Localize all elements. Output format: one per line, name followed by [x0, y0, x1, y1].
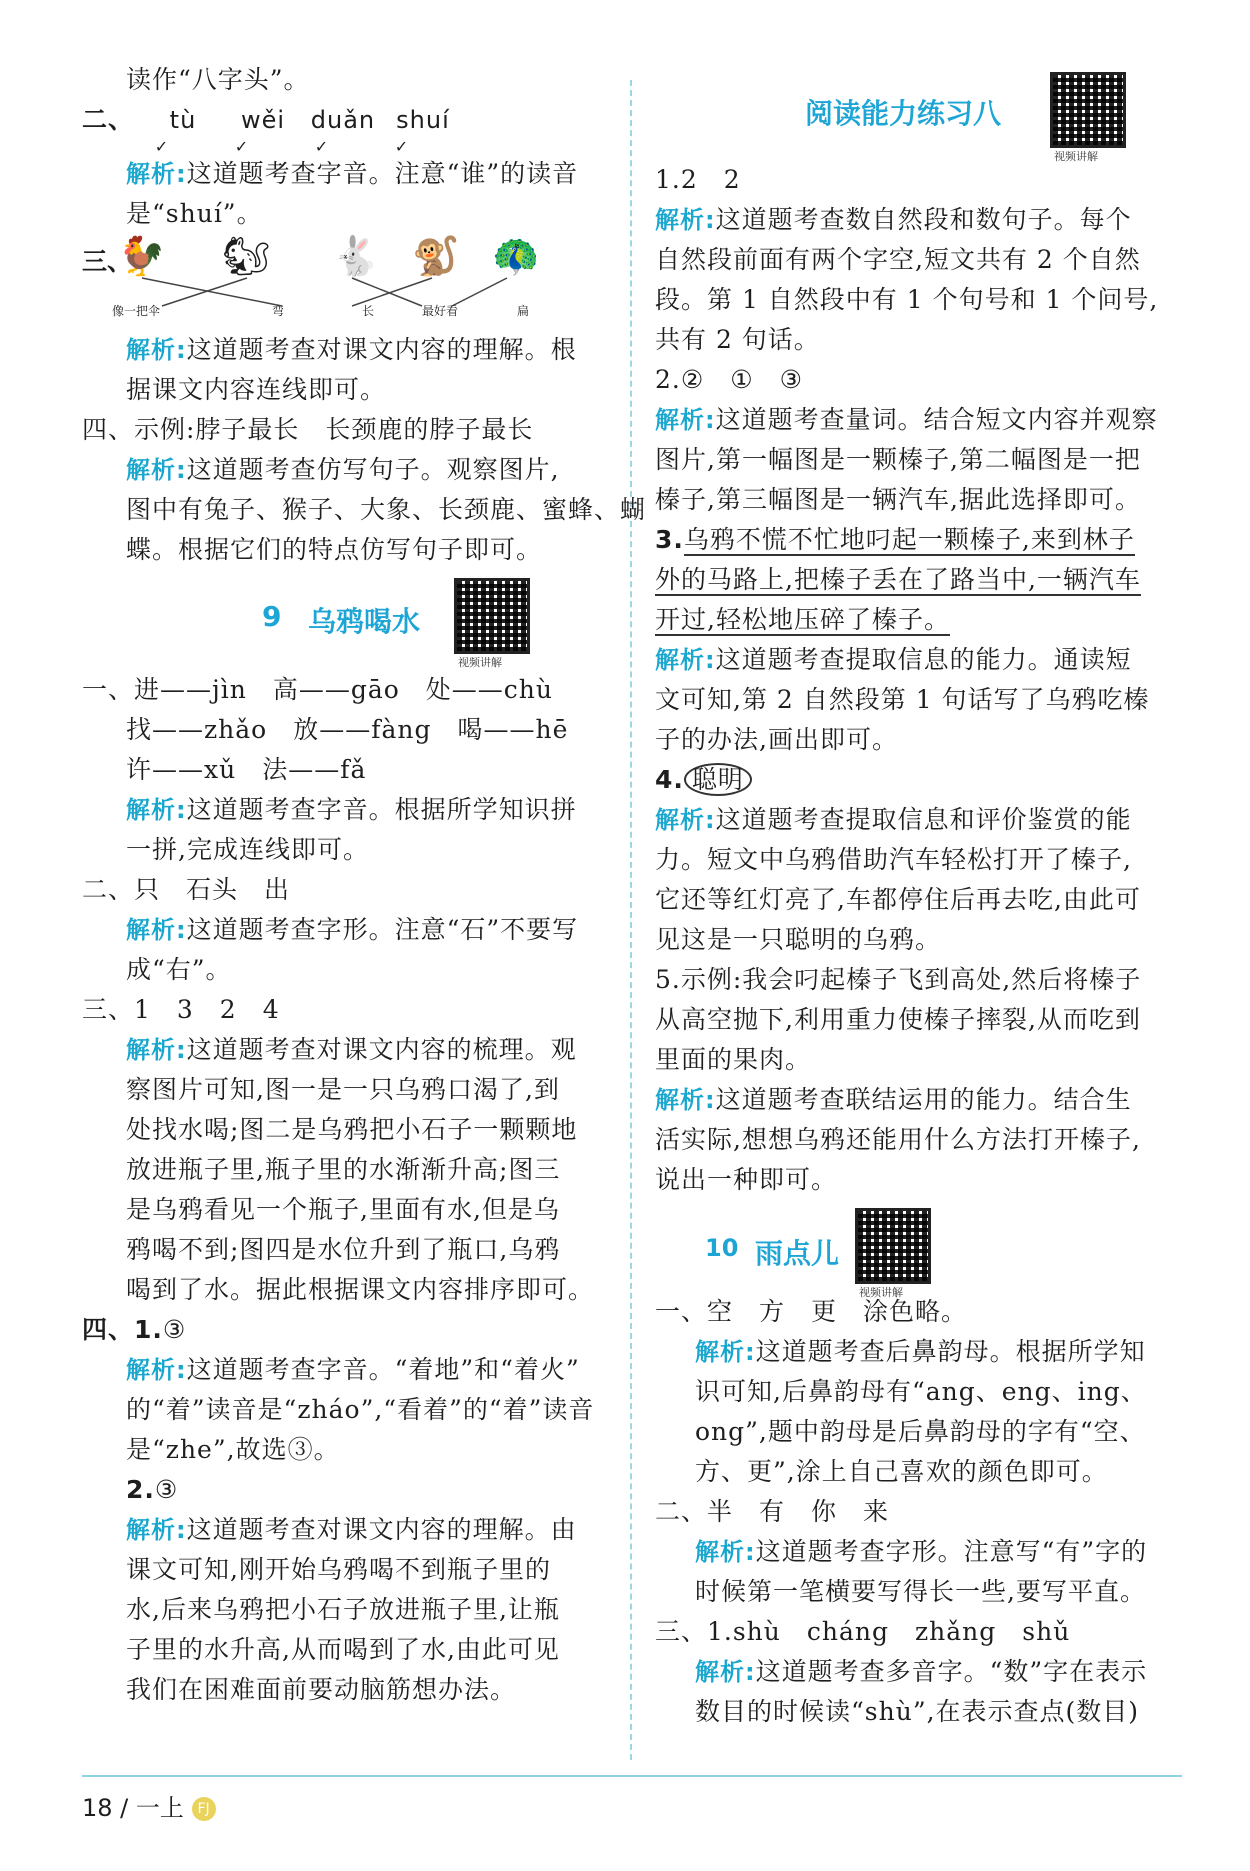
question	[655, 520, 1175, 560]
text-line: 我们在困难面前要动脑筋想办法。	[126, 1675, 517, 1704]
section-label: 三、	[82, 247, 133, 276]
section-4: 四、示例:脖子最长 长颈鹿的脖子最长	[82, 415, 534, 444]
footer-rule	[82, 1775, 1182, 1777]
question-number: 4.	[655, 765, 684, 794]
text-line: 是乌鸦看见一个瓶子,里面有水,但是乌	[126, 1195, 560, 1224]
pinyin-answer: shuí	[396, 106, 450, 134]
analysis-label: 解析:	[126, 1516, 187, 1544]
question-number: 3.	[655, 525, 684, 554]
text-line: 一、空 方 更 涂色略。	[655, 1297, 968, 1326]
text-line: 说出一种即可。	[655, 1165, 838, 1194]
analysis-label: 解析:	[655, 1086, 716, 1114]
circled-answer: 聪明	[684, 763, 752, 796]
question	[655, 760, 1175, 800]
text-line: 二、只 石头 出	[82, 875, 291, 904]
section-10-header	[655, 1200, 1175, 1299]
match-word: 像一把伞	[112, 304, 161, 318]
section-title: 阅读能力练习八	[805, 97, 1002, 130]
text-line: 子里的水升高,从而喝到了水,由此可见	[126, 1635, 560, 1664]
check-marks: ✓ ✓ ✓ ✓	[154, 137, 410, 156]
analysis-label: 解析:	[126, 1036, 187, 1064]
text-line: 是“zhe”,故选③。	[126, 1435, 340, 1464]
analysis-label: 解析:	[126, 916, 187, 944]
question-number: 1.	[134, 1315, 163, 1344]
text-line: 找——zhǎo 放——fàng 喝——hē	[126, 715, 569, 744]
rabbit-icon: 🐇	[332, 234, 380, 278]
analysis	[82, 1510, 612, 1550]
text-line: 水,后来乌鸦把小石子放进瓶子里,让瓶	[126, 1595, 560, 1624]
analysis-label: 解析:	[695, 1658, 756, 1686]
analysis-label: 解析:	[126, 160, 187, 188]
lesson-title: 雨点儿	[755, 1237, 840, 1270]
text-line: 见这是一只聪明的乌鸦。	[655, 925, 942, 954]
text-line: 处找水喝;图二是乌鸦把小石子一颗颗地	[126, 1115, 578, 1144]
question: 1.2 2	[655, 165, 741, 194]
analysis	[82, 154, 612, 194]
analysis-text: 这道题考查量词。结合短文内容并观察	[715, 405, 1158, 434]
analysis-label: 解析:	[655, 646, 716, 674]
analysis-text: 这道题考查对课文内容的理解。根	[186, 335, 577, 364]
text-line: 从高空抛下,利用重力使榛子摔裂,从而吃到	[655, 1005, 1141, 1034]
page-number: 18	[82, 1794, 113, 1822]
question-number: 2.	[126, 1475, 155, 1504]
text-line: 一、进——jìn 高——gāo 处——chù	[82, 675, 554, 704]
text-line	[82, 1310, 612, 1350]
analysis-text: 这道题考查提取信息和评价鉴赏的能	[715, 805, 1132, 834]
text-line: 识可知,后鼻韵母有“ang、eng、ing、	[695, 1377, 1147, 1406]
rooster-icon: 🐓	[118, 234, 166, 278]
analysis-label: 解析:	[126, 456, 187, 484]
analysis-label: 解析:	[695, 1538, 756, 1566]
analysis-text: 这道题考查联结运用的能力。结合生	[715, 1085, 1132, 1114]
text-line: 自然段前面有两个字空,短文共有 2 个自然	[655, 245, 1141, 274]
text-line: 二、半 有 你 来	[655, 1497, 890, 1526]
analysis-text: 这道题考查多音字。“数”字在表示	[755, 1657, 1148, 1686]
section-label: 二、	[82, 105, 135, 134]
text-line: 活实际,想想乌鸦还能用什么方法打开榛子,	[655, 1125, 1141, 1154]
text-line	[655, 600, 1175, 640]
analysis	[82, 1030, 612, 1070]
text-line: 时候第一笔横要写得长一些,要写平直。	[695, 1577, 1146, 1606]
analysis	[82, 910, 612, 950]
matching-exercise	[82, 234, 612, 330]
page-footer: 18 / 一上 FJ	[82, 1788, 216, 1823]
section-8-header	[655, 60, 1175, 163]
text-line: 方、更”,涂上自己喜欢的颜色即可。	[695, 1457, 1108, 1486]
qr-code-icon[interactable]	[454, 578, 530, 654]
text-line: 数目的时候读“shù”,在表示查点(数目)	[695, 1697, 1140, 1726]
squirrel-icon: 🐿	[222, 234, 271, 278]
monkey-icon: 🐒	[412, 234, 460, 278]
analysis-label: 解析:	[655, 806, 716, 834]
analysis	[82, 790, 612, 830]
analysis	[82, 330, 612, 370]
text-line: 鸦喝不到;图四是水位升到了瓶口,乌鸦	[126, 1235, 561, 1264]
text-line: 放进瓶子里,瓶子里的水渐渐升高;图三	[126, 1155, 561, 1184]
pinyin-answer: duǎn	[310, 106, 376, 134]
match-word: 最好看	[422, 304, 459, 318]
analysis	[655, 1652, 1175, 1692]
analysis	[655, 400, 1175, 440]
analysis-label: 解析:	[655, 206, 716, 234]
text-line: 喝到了水。据此根据课文内容排序即可。	[126, 1275, 595, 1304]
underlined-answer: 乌鸦不慌不忙地叼起一颗榛子,来到林子	[683, 525, 1135, 554]
qr-code-icon[interactable]	[855, 1208, 931, 1284]
column-divider	[630, 80, 632, 1760]
match-word: 长	[362, 304, 375, 318]
text-line: 它还等红灯亮了,车都停住后再去吃,由此可	[655, 885, 1141, 914]
analysis	[655, 200, 1175, 240]
qr-caption: 视频讲解	[458, 656, 502, 669]
text-line: 据课文内容连线即可。	[126, 375, 387, 404]
text-line: 蝶。根据它们的特点仿写句子即可。	[126, 535, 543, 564]
analysis-text: 这道题考查后鼻韵母。根据所学知	[755, 1337, 1146, 1366]
question: 2.② ① ③	[655, 365, 804, 394]
analysis-label: 解析:	[126, 796, 187, 824]
answer: ③	[162, 1315, 187, 1344]
section-label: 四、	[82, 1315, 135, 1344]
edition-badge: FJ	[192, 1797, 216, 1821]
qr-caption: 视频讲解	[859, 1286, 903, 1299]
analysis-text: 这道题考查字音。根据所学知识拼	[186, 795, 577, 824]
analysis-text: 这道题考查对课文内容的理解。由	[186, 1515, 577, 1544]
analysis	[655, 640, 1175, 680]
text-line: 是“shuí”。	[126, 199, 263, 228]
underlined-answer: 开过,轻松地压碎了榛子。	[655, 605, 950, 634]
grade-label: 一上	[135, 1794, 184, 1822]
analysis-label: 解析:	[695, 1338, 756, 1366]
lesson-number: 9	[262, 600, 282, 633]
analysis	[655, 1080, 1175, 1120]
analysis	[655, 1532, 1175, 1572]
text-line: 一拼,完成连线即可。	[126, 835, 369, 864]
lesson-title: 乌鸦喝水	[308, 605, 421, 638]
text-line: 察图片可知,图一是一只乌鸦口渴了,到	[126, 1075, 560, 1104]
text-line: 三、1.shù cháng zhǎng shǔ	[655, 1617, 1071, 1646]
text-line	[82, 1470, 612, 1510]
text-line: 三、1 3 2 4	[82, 995, 280, 1024]
text-line: 课文可知,刚开始乌鸦喝不到瓶子里的	[126, 1555, 551, 1584]
matching-lines	[82, 234, 612, 330]
text-line: 许——xǔ 法——fǎ	[126, 755, 367, 784]
underlined-answer: 外的马路上,把榛子丢在了路当中,一辆汽车	[655, 565, 1141, 594]
text-line: ong”,题中韵母是后鼻韵母的字有“空、	[695, 1417, 1146, 1446]
text-line: 力。短文中乌鸦借助汽车轻松打开了榛子,	[655, 845, 1132, 874]
section-9-header	[82, 570, 612, 670]
text-line: 成“右”。	[126, 955, 232, 984]
analysis-text: 这道题考查字形。注意“石”不要写	[186, 915, 579, 944]
analysis-text: 这道题考查数自然段和数句子。每个	[715, 205, 1132, 234]
text-line	[655, 560, 1175, 600]
peacock-icon: 🦚	[492, 234, 540, 278]
pinyin-answer: wěi	[240, 106, 285, 134]
qr-caption: 视频讲解	[1054, 150, 1098, 163]
analysis-text: 这道题考查字音。“着地”和“着火”	[186, 1355, 580, 1384]
text-line: 段。第 1 自然段中有 1 个句号和 1 个问号,	[655, 285, 1159, 314]
analysis	[82, 1350, 612, 1390]
match-word: 弯	[272, 304, 285, 318]
analysis-text: 这道题考查字音。注意“谁”的读音	[186, 159, 579, 188]
answer: ③	[154, 1475, 179, 1504]
analysis	[655, 800, 1175, 840]
analysis	[82, 450, 612, 490]
match-word: 扁	[517, 304, 530, 318]
analysis-text: 这道题考查对课文内容的梳理。观	[186, 1035, 577, 1064]
analysis	[655, 1332, 1175, 1372]
analysis-label: 解析:	[126, 336, 187, 364]
pinyin-answer: tù	[169, 106, 197, 134]
left-column	[82, 60, 647, 1710]
analysis-label: 解析:	[655, 406, 716, 434]
text-line: 文可知,第 2 自然段第 1 句话写了乌鸦吃榛	[655, 685, 1150, 714]
analysis-text: 这道题考查仿写句子。观察图片,	[186, 455, 560, 484]
text-line: 榛子,第三幅图是一辆汽车,据此选择即可。	[655, 485, 1141, 514]
text-line: 图中有兔子、猴子、大象、长颈鹿、蜜蜂、蝴	[126, 495, 647, 524]
analysis-label: 解析:	[126, 1356, 187, 1384]
text-line: 里面的果肉。	[655, 1045, 812, 1074]
right-column	[655, 60, 1175, 1732]
text-line: 共有 2 句话。	[655, 325, 820, 354]
text-line: 的“着”读音是“zháo”,“看着”的“着”读音	[126, 1395, 595, 1424]
question: 5.示例:我会叼起榛子飞到高处,然后将榛子	[655, 965, 1142, 994]
section-2	[82, 100, 612, 140]
analysis-text: 这道题考查字形。注意写“有”字的	[755, 1537, 1148, 1566]
text-line: 读作“八字头”。	[126, 65, 310, 94]
qr-code-icon[interactable]	[1050, 72, 1126, 148]
text-line: 图片,第一幅图是一颗榛子,第二幅图是一把	[655, 445, 1141, 474]
analysis-text: 这道题考查提取信息的能力。通读短	[715, 645, 1132, 674]
lesson-number: 10	[705, 1234, 739, 1262]
text-line: 子的办法,画出即可。	[655, 725, 898, 754]
